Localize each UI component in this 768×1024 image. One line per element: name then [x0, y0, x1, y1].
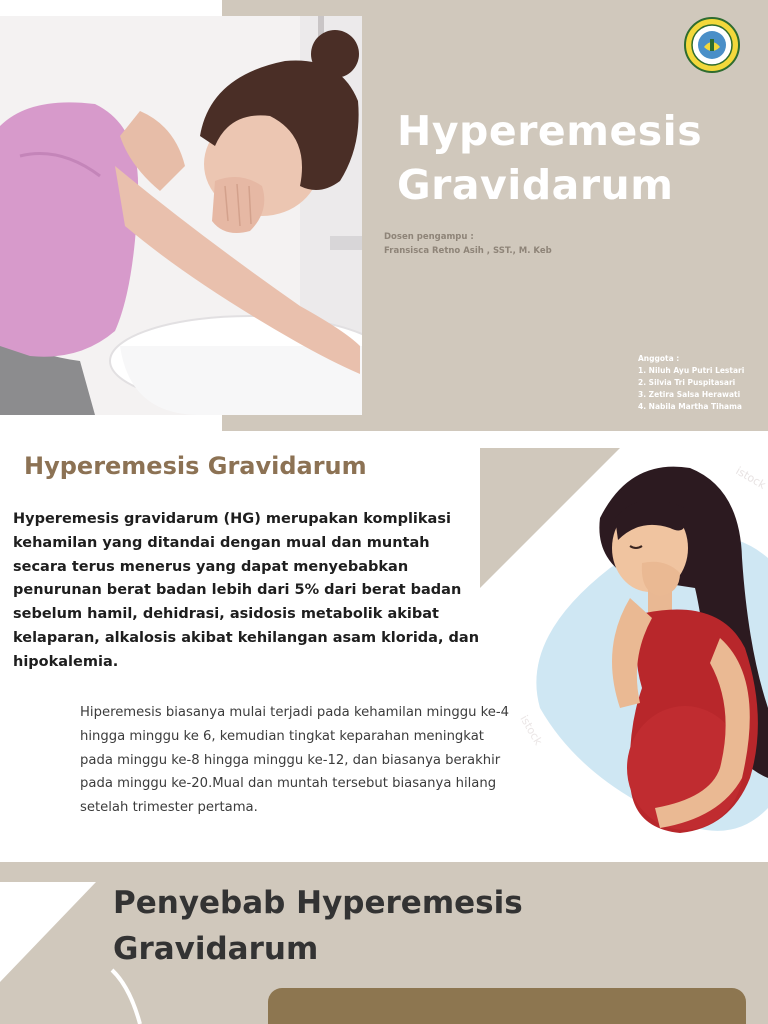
member-item: 1. Niluh Ayu Putri Lestari	[638, 366, 745, 375]
causes-title-line-2: Gravidarum	[113, 931, 319, 967]
member-item: 4. Nabila Martha Tihama	[638, 402, 742, 411]
title-slide	[0, 0, 768, 431]
definition-paragraph: Hyperemesis gravidarum (HG) merupakan komplikasi kehamilan yang ditandai dengan mual dan muntah secara terus menerus yang dapat menyebabkan penurunan berat badan lebih dari 5% dari berat badan sebelum hamil, dehidrasi, asidosis metabolik akibat kelaparan, alkalosis akibat kehilangan asam klorida, dan hipokalemia.	[13, 511, 480, 670]
members-label: Anggota :	[638, 354, 680, 363]
lecturer-label: Dosen pengampu :	[384, 232, 474, 242]
member-item: 3. Zetira Salsa Herawati	[638, 390, 741, 399]
main-title-line-2: Gravidarum	[397, 161, 674, 209]
causes-slide	[0, 862, 768, 1024]
causes-title-line-1: Penyebab Hyperemesis	[113, 885, 523, 921]
timeline-paragraph: Hiperemesis biasanya mulai terjadi pada kehamilan minggu ke-4 hingga minggu ke 6, kemudian tingkat keparahan meningkat pada minggu ke-8 hingga minggu ke-12, dan biasanya berakhir pada minggu ke-20.Mual dan muntah tersebut biasanya hilang setelah trimester pertama.	[80, 705, 510, 816]
lecturer-block	[384, 230, 552, 258]
main-title-line-1: Hyperemesis	[397, 107, 703, 155]
member-item: 2. Silvia Tri Puspitasari	[638, 378, 736, 387]
lecturer-name: Fransisca Retno Asih , SST., M. Keb	[384, 246, 552, 256]
institution-seal-icon	[684, 17, 740, 73]
definition-slide	[0, 431, 768, 862]
svg-text:istock: istock	[733, 464, 768, 492]
main-title	[397, 104, 757, 212]
causes-title	[113, 880, 523, 972]
pregnant-woman-illustration	[480, 448, 768, 862]
section-title: Hyperemesis Gravidarum	[24, 452, 367, 480]
content-box	[268, 988, 746, 1024]
pregnant-woman-photo	[0, 16, 362, 415]
members-block	[638, 353, 744, 413]
svg-text:istock: istock	[517, 713, 545, 748]
